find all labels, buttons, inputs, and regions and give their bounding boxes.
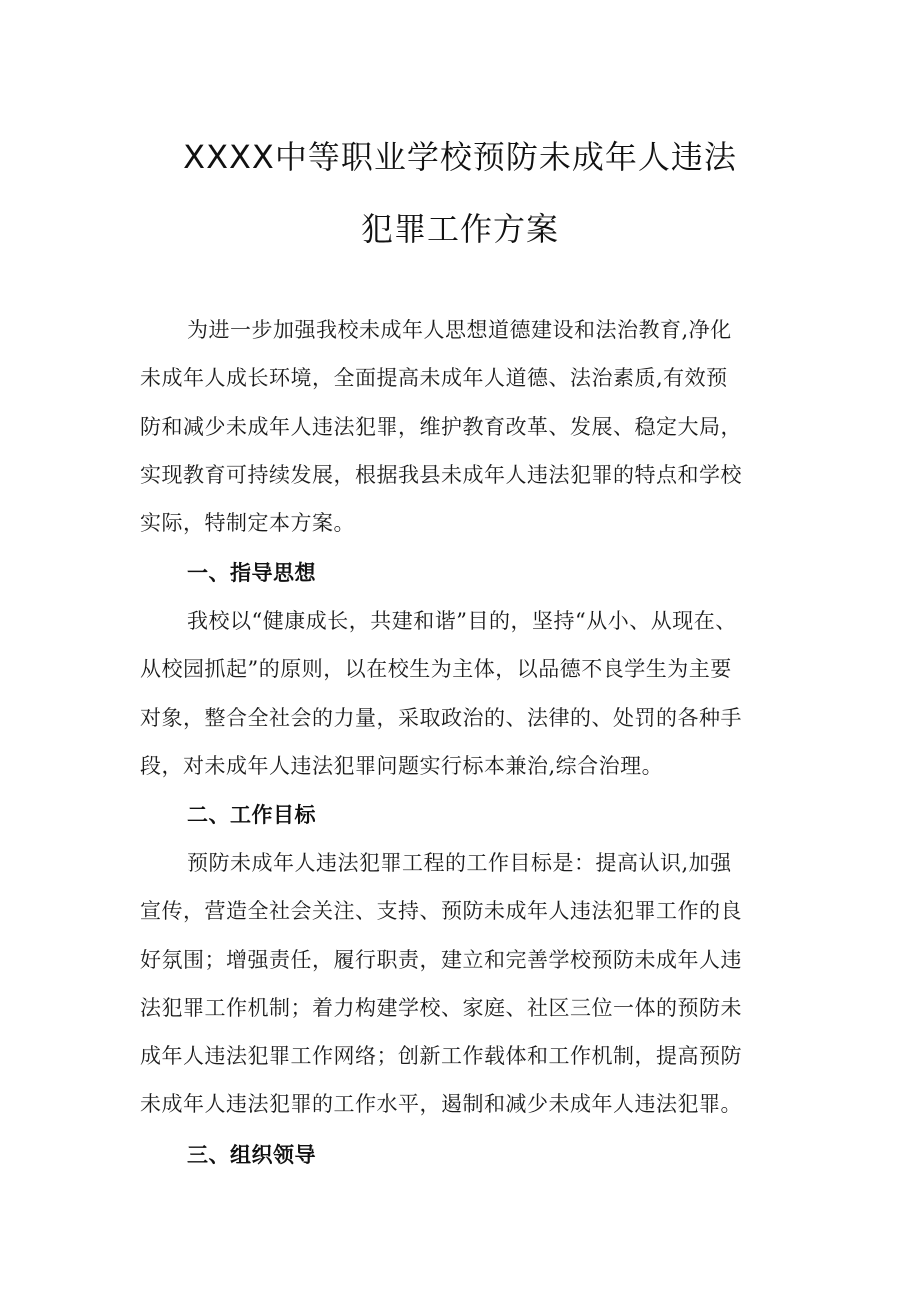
section-heading-guiding-ideology: 一、指导思想 [187,561,316,585]
paragraph-line: 宣传，营造全社会关注、支持、预防未成年人违法犯罪工作的良 [140,899,742,924]
section-heading-organization-leadership: 三、组织领导 [187,1143,316,1167]
paragraph-line: 好氛围；增强责任，履行职责，建立和完善学校预防未成年人违 [140,947,742,972]
section-paragraph-guiding-ideology [140,597,788,790]
paragraph-line: 防和减少未成年人违法犯罪，维护教育改革、发展、稳定大局， [140,414,742,439]
paragraph-line: 我校以“健康成长，共建和谐”目的，坚持“从小、从现在、 [187,609,737,633]
paragraph-line: 对象，整合全社会的力量，采取政治的、法律的、处罚的各种手 [140,705,742,730]
paragraph-line: 为进一步加强我校未成年人思想道德建设和法治教育,净化 [187,318,732,342]
paragraph-line: 从校园抓起”的原则，以在校生为主体，以品德不良学生为主要 [140,657,732,682]
section-paragraph-work-goals [140,839,788,1129]
paragraph-line: 实现教育可持续发展，根据我县未成年人违法犯罪的特点和学校 [140,462,742,487]
paragraph-line: 成年人违法犯罪工作网络；创新工作载体和工作机制，提高预防 [140,1044,742,1069]
paragraph-line: 段，对未成年人违法犯罪问题实行标本兼治,综合治理。 [140,753,664,778]
document-title-line-1: XXXX中等职业学校预防未成年人违法 [183,138,737,176]
paragraph-line: 实际，特制定本方案。 [140,511,355,536]
intro-paragraph [140,306,788,547]
paragraph-line: 预防未成年人违法犯罪工程的工作目标是：提高认识,加强 [187,851,732,875]
paragraph-line: 法犯罪工作机制；着力构建学校、家庭、社区三位一体的预防未 [140,995,742,1020]
document-title-line-2: 犯罪工作方案 [360,210,559,248]
paragraph-line: 未成年人违法犯罪的工作水平，遏制和减少未成年人违法犯罪。 [140,1092,742,1117]
section-heading-work-goals: 二、工作目标 [187,803,316,827]
paragraph-line: 未成年人成长环境，全面提高未成年人道德、法治素质,有效预 [140,366,728,391]
